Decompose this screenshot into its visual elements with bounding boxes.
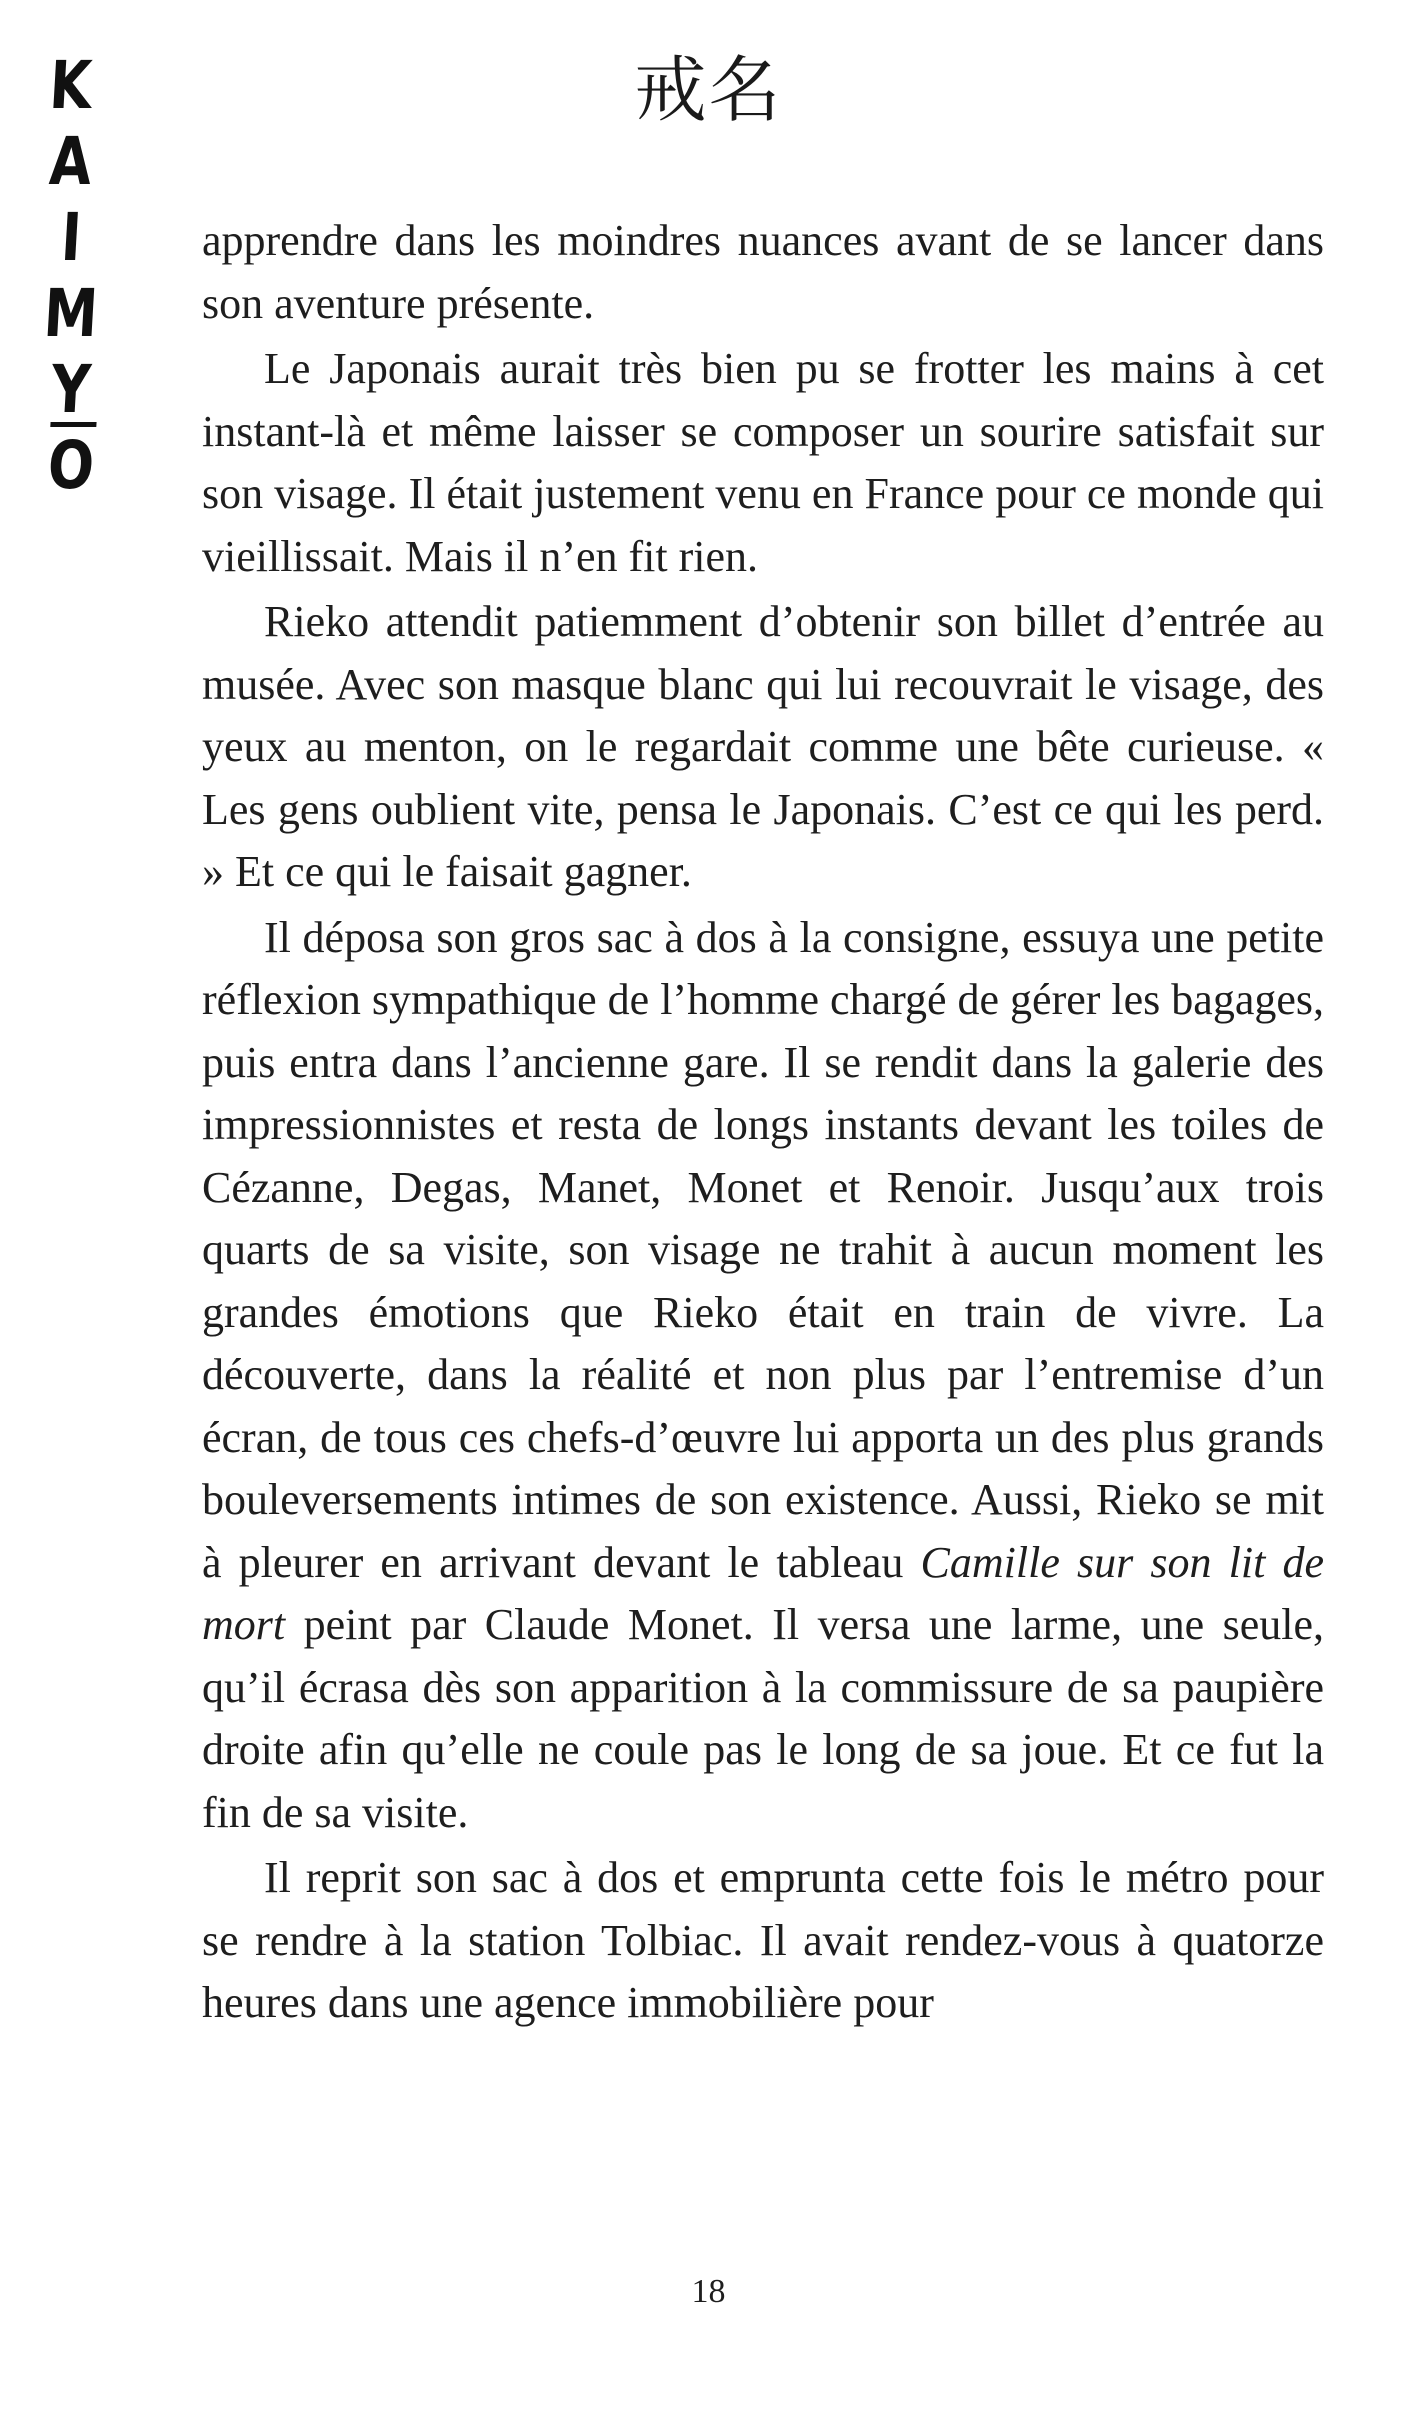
title-letter-i: I: [58, 199, 84, 276]
title-letter-a: A: [47, 123, 95, 200]
paragraph-1: apprendre dans les moindres nuances avant de se lancer dans son aventure présente.: [202, 216, 1324, 328]
title-letter-o: $\overline{O}$: [45, 427, 97, 504]
paragraph-4: [202, 907, 1324, 1845]
body-text: [202, 210, 1324, 2035]
painting-title: Camille sur son lit de mort: [202, 1537, 1324, 1649]
paragraph-4-text-before: Il déposa son gros sac à dos à la consigne, essuya une petite réflexion sympathique de l’homme chargé de gérer les bagages, puis entra dans l’ancienne gare. Il se rendit dans la galerie des impressionnistes et resta de longs instants devant les toiles de Cézanne, Degas, Manet, Monet et Renoir. Jusqu’aux trois quarts de sa visite, son visage ne trahit à aucun moment les grandes émotions que Rieko était en train de vivre. La découverte, dans la réalité et non plus par l’entremise d’un écran, de tous ces chefs-d’œuvre lui apporta un des plus grands bouleversements intimes de son existence. Aussi, Rieko se mit à pleurer en arrivant devant le tableau: [202, 912, 1324, 1587]
title-letter-y: Y: [49, 351, 93, 428]
title-letter-m: M: [41, 275, 101, 352]
paragraph-3: Rieko attendit patiemment d’obtenir son billet d’entrée au musée. Avec son masque blanc qui lui recouvrait le visage, des yeux au menton, on le regardait comme une bête curieuse. « Les gens oublient vite, pensa le Japonais. C’est ce qui les perd. » Et ce qui le faisait gagner.: [202, 597, 1324, 896]
page-number: 18: [691, 2273, 726, 2310]
paragraph-5: Il reprit son sac à dos et emprunta cette fois le métro pour se rendre à la station Tolbiac. Il avait rendez-vous à quatorze heures dans une agence immobilière pour: [202, 1853, 1324, 2027]
page-heading-kanji: 戒名: [634, 48, 783, 132]
paragraph-4-text-after: peint par Claude Monet. Il versa une larme, une seule, qu’il écrasa dès son apparition à la commissure de sa paupière droite afin qu’elle ne coule pas le long de sa joue. Et ce fut la fin de sa visite.: [202, 1600, 1324, 1837]
title-letter-k: K: [47, 47, 95, 124]
paragraph-2: Le Japonais aurait très bien pu se frotter les mains à cet instant-là et même laisser se composer un sourire satisfait sur son visage. Il était justement venu en France pour ce monde qui vieillissait. Mais il n’en fit rien.: [202, 344, 1324, 581]
